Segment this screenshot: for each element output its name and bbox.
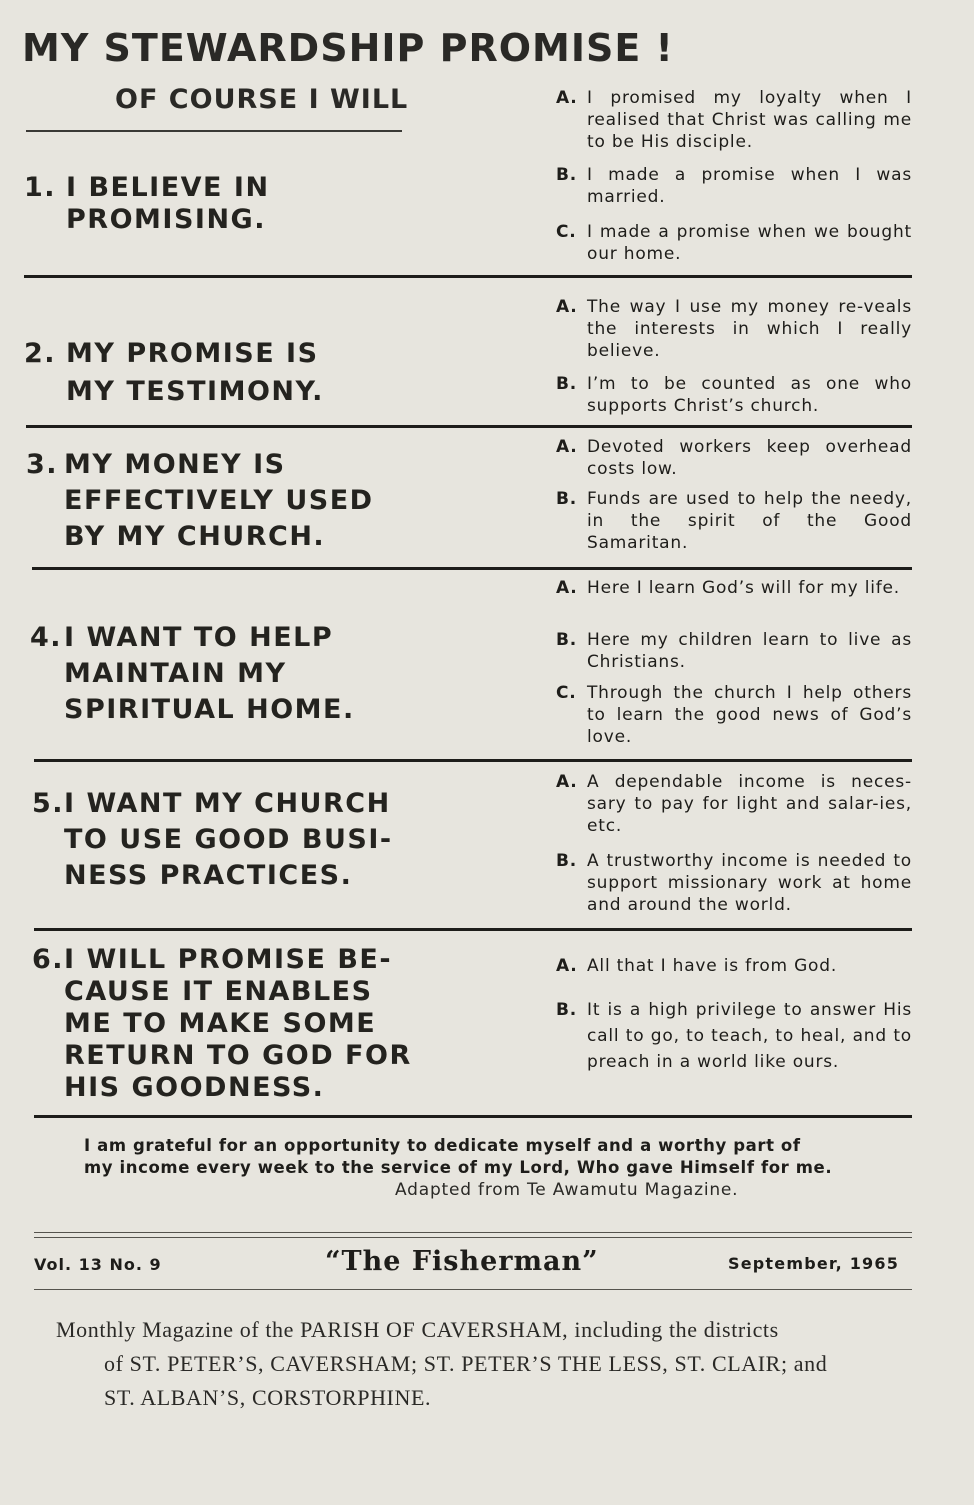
closing-statement [84, 1135, 884, 1179]
closing-line: my income every week to the service of my Lord, Who gave Himself for me. [84, 1158, 833, 1177]
heading-line: RETURN TO GOD FOR [64, 1040, 412, 1071]
point-text: All that I have is from God. [587, 956, 838, 976]
point-letter: B. [556, 1000, 578, 1020]
section-4-point-b [556, 629, 912, 673]
heading-line: MAINTAIN MY [64, 658, 287, 689]
section-1-heading [24, 170, 404, 238]
heading-line: MY PROMISE IS [66, 338, 319, 369]
point-text: A dependable income is neces-sary to pay for light and salar-ies, etc. [587, 772, 912, 836]
description-line: of ST. PETER’S, CAVERSHAM; ST. PETER’S THE LESS, ST. CLAIR; and [104, 1351, 828, 1376]
section-number: 6. [32, 944, 65, 975]
section-3-heading [26, 447, 416, 555]
section-divider [34, 1115, 912, 1118]
heading-line: MY TESTIMONY. [66, 376, 324, 407]
point-text: I made a promise when I was married. [587, 165, 912, 207]
section-4-point-c [556, 682, 912, 748]
point-letter: A. [556, 297, 578, 317]
point-text: I made a promise when we bought our home. [587, 222, 912, 264]
footer-rule-bottom [34, 1289, 912, 1290]
section-1-point-a [556, 87, 912, 153]
section-divider [34, 928, 912, 931]
section-6-point-b [556, 997, 912, 1075]
section-divider [26, 425, 912, 428]
heading-line: MY MONEY IS [64, 449, 286, 480]
section-divider [32, 567, 912, 570]
issue-date: September, 1965 [728, 1254, 900, 1273]
point-letter: A. [556, 578, 578, 598]
heading-line: SPIRITUAL HOME. [64, 694, 355, 725]
point-text: Through the church I help others to learn the good news of God’s love. [587, 683, 912, 747]
volume-number: Vol. 13 No. 9 [34, 1255, 162, 1274]
heading-line: I WANT TO HELP [64, 622, 334, 653]
section-2-point-a [556, 296, 912, 362]
point-letter: A. [556, 437, 578, 457]
section-6-heading [32, 944, 432, 1104]
heading-line: NESS PRACTICES. [64, 860, 353, 891]
point-text: Funds are used to help the needy, in the spirit of the Good Samaritan. [587, 489, 912, 553]
point-letter: C. [556, 683, 577, 703]
section-4-point-a [556, 577, 912, 599]
point-letter: A. [556, 88, 578, 108]
section-3-point-b [556, 488, 912, 554]
point-text: I promised my loyalty when I realised that Christ was calling me to be His disciple. [587, 88, 912, 152]
section-number: 3. [26, 449, 59, 480]
section-1-point-b [556, 164, 912, 208]
subtitle-divider [26, 130, 402, 132]
point-letter: B. [556, 165, 578, 185]
page-subtitle: OF COURSE I WILL [115, 84, 409, 115]
section-3-point-a [556, 436, 912, 480]
heading-line: BY MY CHURCH. [64, 521, 326, 552]
description-line: Monthly Magazine of the PARISH OF CAVERSHAM, including the districts [56, 1317, 779, 1342]
section-number: 4. [30, 622, 63, 653]
section-4-heading [30, 620, 420, 728]
section-2-point-b [556, 373, 912, 417]
magazine-name: “The Fisherman” [325, 1246, 599, 1277]
section-5-point-a [556, 771, 912, 837]
section-2-heading [24, 336, 404, 410]
point-letter: B. [556, 630, 578, 650]
description-line: ST. ALBAN’S, CORSTORPHINE. [104, 1385, 432, 1410]
section-5-heading [32, 786, 422, 894]
point-text: Here I learn God’s will for my life. [587, 578, 901, 598]
section-divider [34, 759, 912, 762]
section-divider [24, 275, 912, 278]
point-text: Here my children learn to live as Christians. [587, 630, 912, 672]
section-6-point-a [556, 955, 912, 977]
point-text: A trustworthy income is needed to support missionary work at home and around the world. [587, 851, 912, 915]
footer-rule-top-2 [34, 1237, 912, 1238]
point-text: The way I use my money re-veals the interests in which I really believe. [587, 297, 912, 361]
heading-line: TO USE GOOD BUSI- [64, 824, 393, 855]
point-letter: A. [556, 956, 578, 976]
heading-line: PROMISING. [66, 204, 266, 235]
point-text: Devoted workers keep overhead costs low. [587, 437, 912, 479]
heading-line: EFFECTIVELY USED [64, 485, 374, 516]
section-number: 5. [32, 788, 65, 819]
page-title: MY STEWARDSHIP PROMISE ! [22, 26, 674, 70]
section-5-point-b [556, 850, 912, 916]
point-letter: B. [556, 374, 578, 394]
point-letter: C. [556, 222, 577, 242]
section-number: 2. [24, 338, 57, 369]
heading-line: ME TO MAKE SOME [64, 1008, 377, 1039]
heading-line: I BELIEVE IN [66, 172, 270, 203]
footer-rule-top [34, 1232, 912, 1233]
point-letter: B. [556, 489, 578, 509]
heading-line: CAUSE IT ENABLES [64, 976, 373, 1007]
point-text: I’m to be counted as one who supports Christ’s church. [587, 374, 912, 416]
section-1-point-c [556, 221, 912, 265]
attribution: Adapted from Te Awamutu Magazine. [395, 1180, 739, 1200]
point-text: It is a high privilege to answer His call to go, to teach, to heal, and to preach in a world like ours. [587, 1000, 912, 1072]
heading-line: HIS GOODNESS. [64, 1072, 325, 1103]
point-letter: B. [556, 851, 578, 871]
magazine-description [56, 1313, 886, 1415]
closing-line: I am grateful for an opportunity to dedicate myself and a worthy part of [84, 1136, 801, 1155]
point-letter: A. [556, 772, 578, 792]
section-number: 1. [24, 172, 57, 203]
heading-line: I WILL PROMISE BE- [64, 944, 393, 975]
heading-line: I WANT MY CHURCH [64, 788, 391, 819]
